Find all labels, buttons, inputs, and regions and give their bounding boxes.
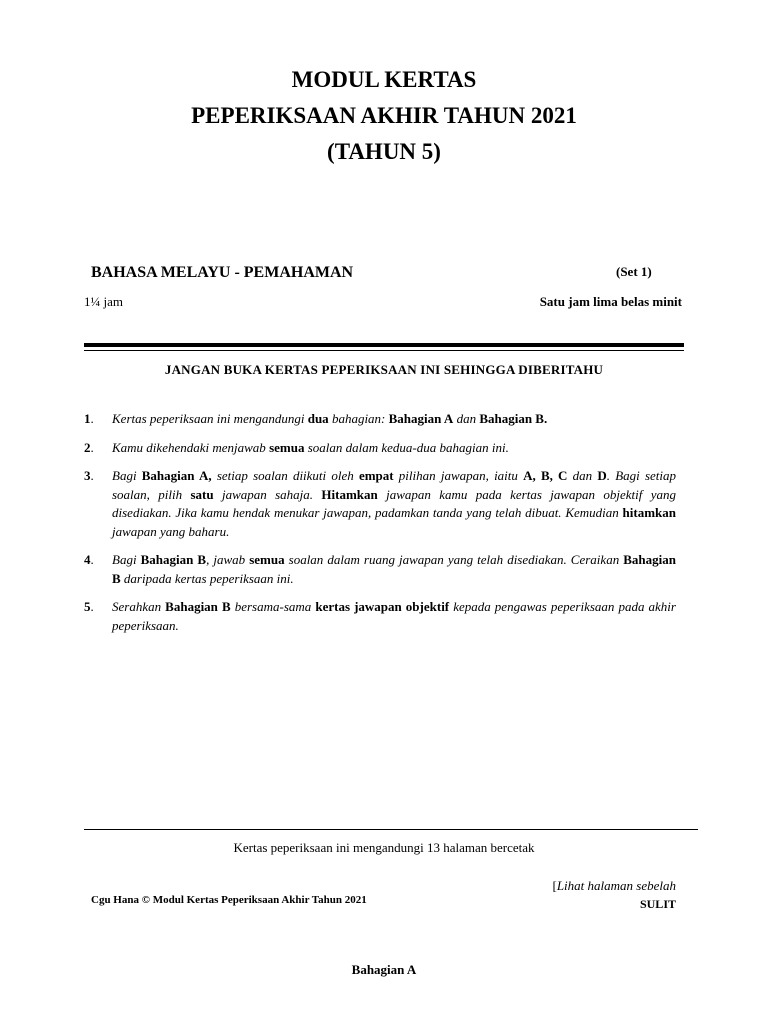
header-divider-thin (84, 350, 684, 351)
instruction-number-value: 5 (84, 599, 91, 614)
instruction-segment: , jawab (206, 552, 250, 567)
document-title-line-3: (TAHUN 5) (327, 139, 441, 164)
instruction-emphasis: A, B, C (523, 468, 568, 483)
page-count-note: Kertas peperiksaan ini mengandungi 13 halaman bercetak (233, 840, 535, 855)
instructions-list (84, 410, 676, 645)
subject-heading: BAHASA MELAYU - PEMAHAMAN (91, 264, 354, 281)
instruction-segment: Kertas peperiksaan ini mengandungi (112, 411, 308, 426)
instruction-item (84, 410, 676, 429)
instruction-segment: jawapan sahaja. (213, 486, 322, 502)
instruction-number: 3. (84, 468, 94, 483)
instruction-segment: jawapan kamu pada kertas jawapan objektif yang disediakan. Jika kamu hendak menukar jawapan, padamkan tanda yang telah dibuat. Kemudian (112, 486, 676, 520)
next-section-heading: Bahagian A (351, 962, 417, 977)
instruction-number: 2. (84, 439, 94, 455)
instruction-number-value: 3 (84, 468, 91, 483)
instruction-segment: Bagi (112, 468, 142, 483)
instruction-number: 1. (84, 411, 94, 426)
instruction-text (112, 410, 676, 429)
instruction-emphasis: Bahagian A, (141, 468, 212, 483)
instruction-number-value: 1 (84, 411, 91, 426)
instruction-item (84, 439, 676, 458)
instruction-segment: Serahkan (112, 599, 166, 614)
instruction-emphasis: dua (307, 411, 329, 426)
instruction-number: 5. (84, 599, 94, 614)
instruction-number: 4. (84, 552, 94, 567)
set-label: (Set 1) (616, 264, 652, 279)
warning-notice: JANGAN BUKA KERTAS PEPERIKSAAN INI SEHINGGA DIBERITAHU (164, 362, 604, 377)
instruction-number-value: 4 (84, 552, 91, 567)
instruction-emphasis: Hitamkan (321, 486, 378, 502)
see-next-text: Lihat halaman sebelah (556, 878, 676, 893)
instruction-emphasis: Bahagian B (112, 552, 676, 586)
instruction-emphasis: semua (249, 552, 285, 567)
instruction-item (84, 467, 676, 541)
instruction-item (84, 598, 676, 635)
instruction-emphasis: semua (269, 439, 305, 455)
instruction-segment: jawapan yang baharu. (112, 523, 230, 539)
see-next-page-note (552, 878, 676, 894)
instruction-segment: bahagian: (328, 411, 389, 426)
instruction-emphasis: empat (358, 468, 394, 483)
instruction-segment: soalan dalam ruang jawapan yang telah disediakan. Ceraikan (284, 552, 624, 567)
header-divider-thick (84, 343, 684, 347)
duration: 1¼ jam (84, 294, 123, 309)
instruction-segment: . Bagi setiap soalan, pilih (112, 468, 676, 502)
instruction-segment: kepada pengawas peperiksaan pada akhir peperiksaan. (112, 599, 676, 633)
instruction-emphasis: hitamkan (622, 505, 676, 520)
instruction-emphasis: satu (190, 486, 214, 502)
see-next-bracket: [ (552, 878, 557, 893)
instruction-segment: soalan dalam kedua-dua bahagian ini. (304, 439, 509, 455)
instruction-segment: pilihan jawapan, iaitu (393, 468, 524, 483)
copyright-line: Cgu Hana © Modul Kertas Peperiksaan Akhir Tahun 2021 (91, 894, 367, 906)
document-title-line-2: PEPERIKSAAN AKHIR TAHUN 2021 (191, 103, 577, 128)
instruction-segment: setiap soalan diikuti oleh (211, 468, 359, 483)
confidential-label: SULIT (639, 897, 676, 911)
instruction-item (84, 551, 676, 588)
instruction-emphasis: Bahagian A (388, 411, 454, 426)
duration-words: Satu jam lima belas minit (539, 294, 682, 309)
instruction-emphasis: D (597, 468, 607, 483)
instruction-segment: dan (453, 411, 480, 426)
instruction-segment: bersama-sama (230, 599, 316, 614)
instruction-emphasis: Bahagian B (165, 599, 231, 614)
instruction-text (112, 439, 676, 458)
instruction-emphasis: kertas jawapan objektif (315, 599, 450, 614)
instruction-segment: Bagi (112, 552, 141, 567)
instruction-text (112, 551, 676, 588)
instruction-text (112, 598, 676, 635)
instruction-segment: dan (567, 468, 598, 483)
instruction-segment: Kamu dikehendaki menjawab (112, 439, 270, 455)
footer-divider (84, 829, 698, 830)
instruction-segment: daripada kertas peperiksaan ini. (120, 570, 294, 586)
instruction-text (112, 467, 676, 541)
document-title-line-1: MODUL KERTAS (291, 67, 477, 92)
instruction-emphasis: Bahagian B (140, 552, 207, 567)
instruction-number-value: 2 (84, 439, 91, 455)
instruction-emphasis: Bahagian B. (479, 411, 548, 426)
